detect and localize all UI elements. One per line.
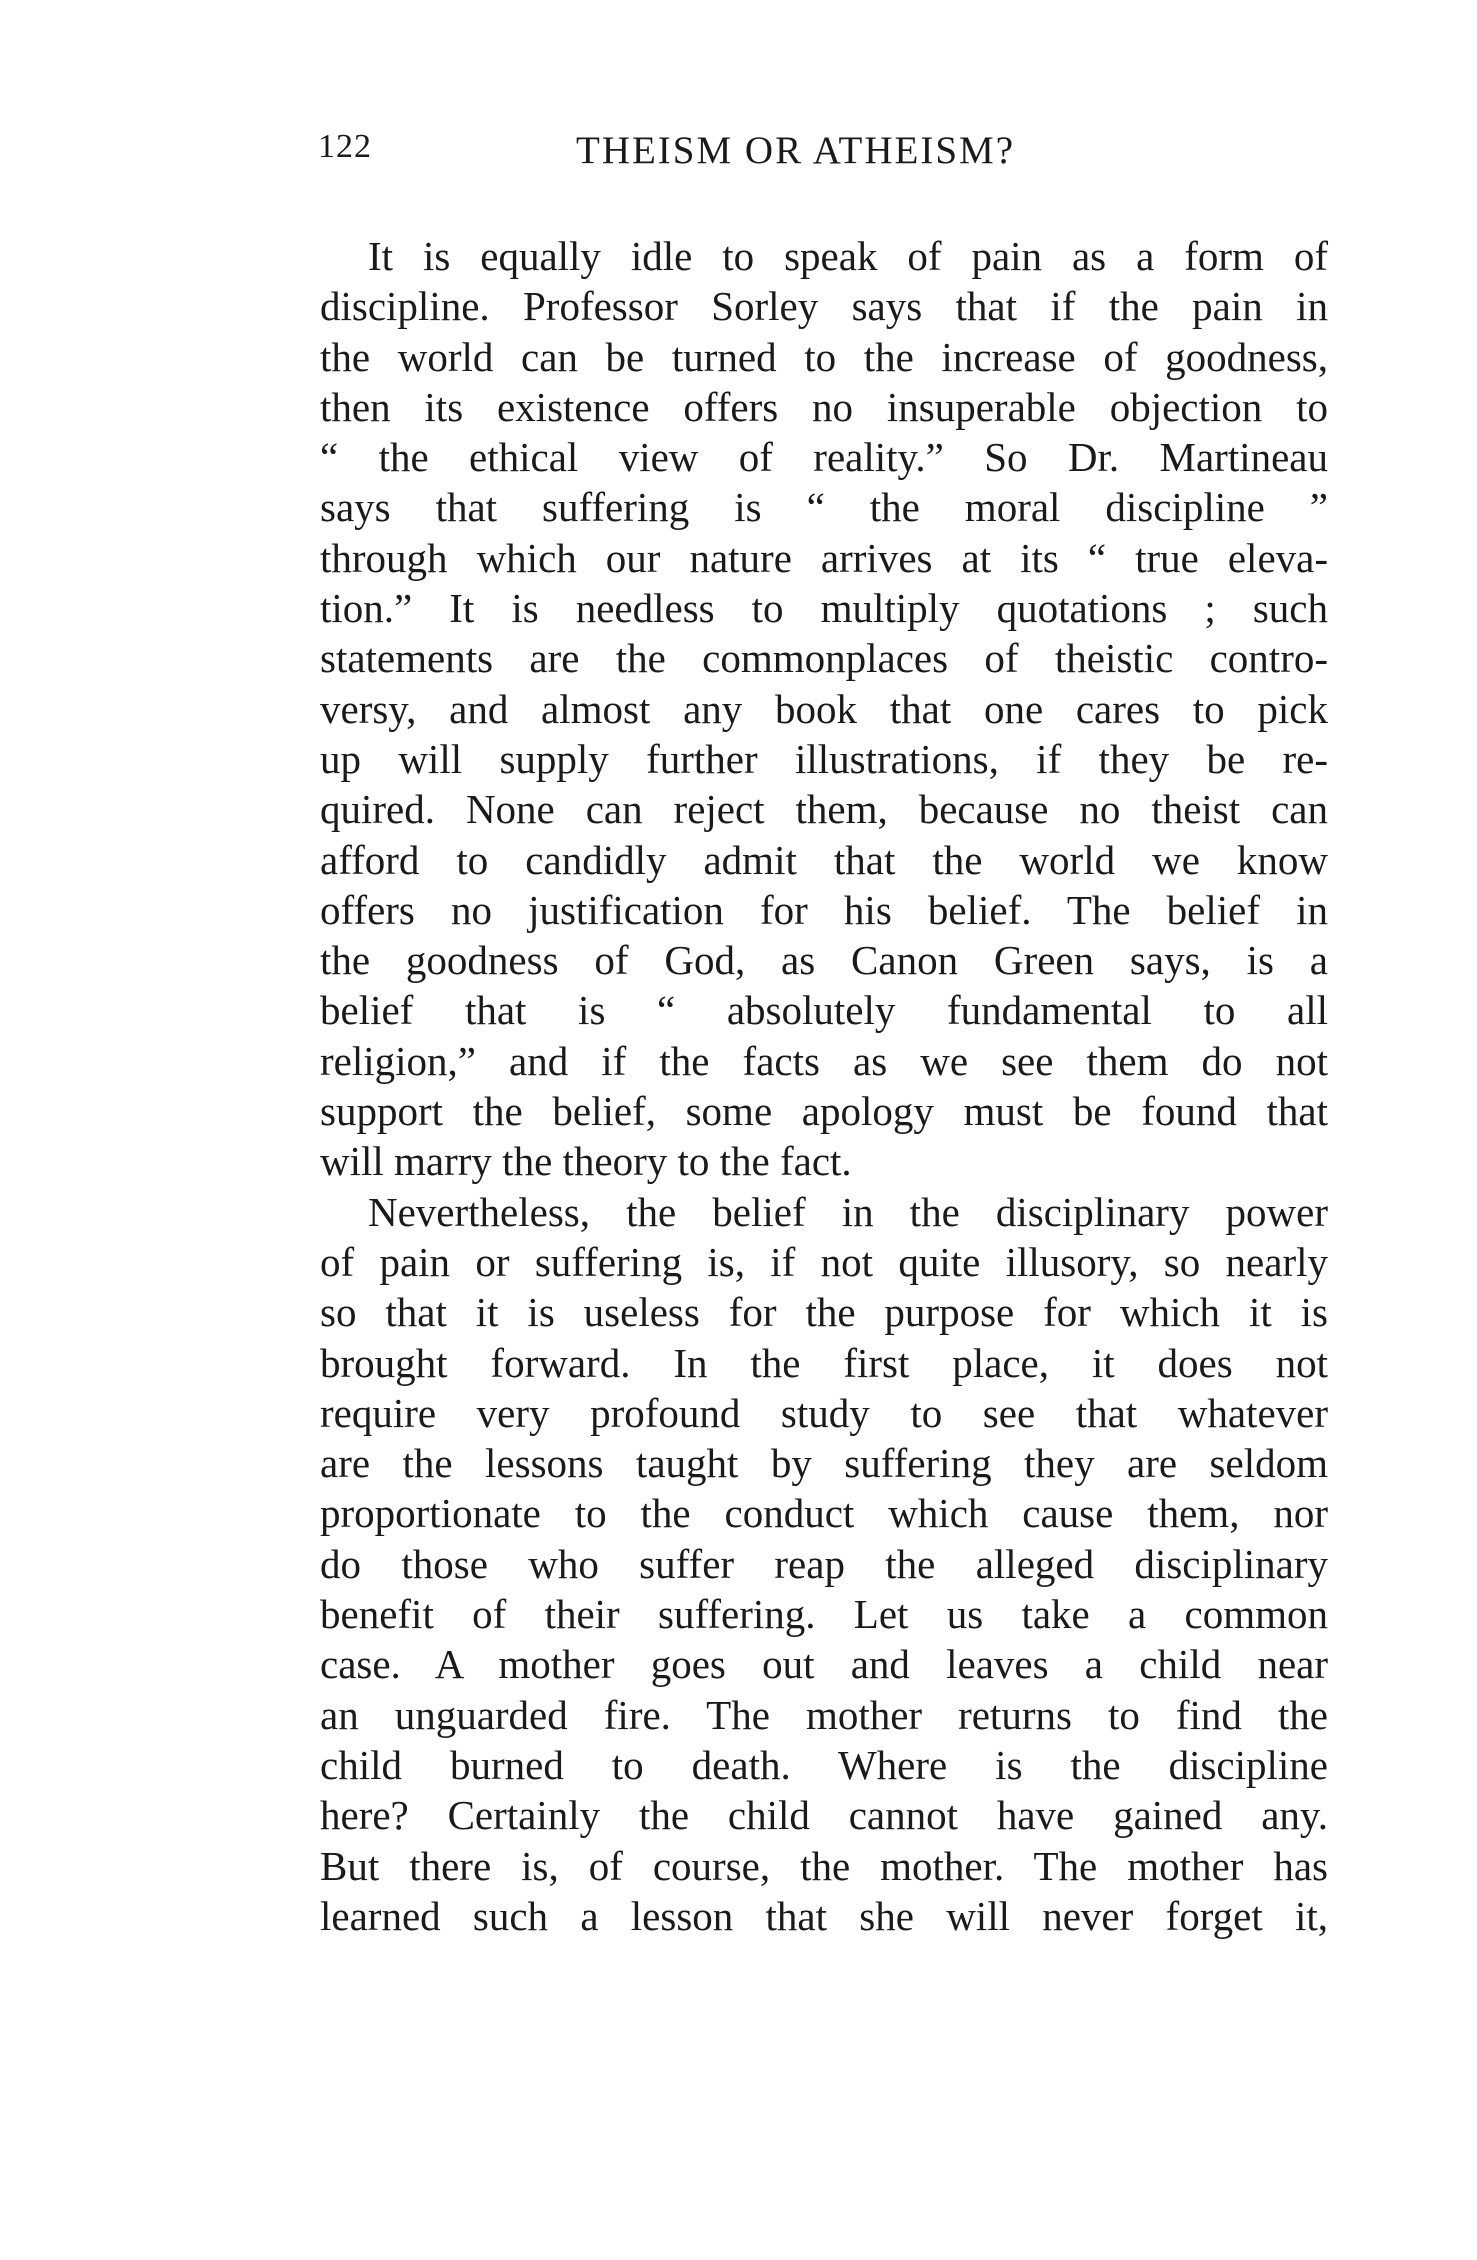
text-line: do those who suffer reap the alleged disciplinary <box>320 1540 1328 1587</box>
text-line: proportionate to the conduct which cause them, nor <box>320 1490 1328 1537</box>
text-line: benefit of their suffering. Let us take a common <box>320 1591 1328 1638</box>
paragraph-1 <box>320 231 1328 1187</box>
text-line: child burned to death. Where is the discipline <box>320 1741 1328 1788</box>
text-line: statements are the commonplaces of theistic contro- <box>320 635 1328 682</box>
text-line: religion,” and if the facts as we see them do not <box>320 1037 1328 1084</box>
text-line: afford to candidly admit that the world we know <box>320 836 1328 883</box>
page-number: 122 <box>318 128 372 165</box>
text-line: are the lessons taught by suffering they are seldom <box>320 1440 1328 1487</box>
text-line: It is equally idle to speak of pain as a form of <box>368 233 1328 279</box>
text-line: versy, and almost any book that one cares to pick <box>320 685 1328 732</box>
text-line: then its existence offers no insuperable objection to <box>320 383 1328 430</box>
text-line: here? Certainly the child cannot have gained any. <box>320 1792 1328 1839</box>
paragraph-2 <box>320 1187 1328 1941</box>
text-line: But there is, of course, the mother. The mother has <box>320 1842 1328 1889</box>
running-title: THEISM OR ATHEISM? <box>576 129 1016 172</box>
text-line: belief that is “ absolutely fundamental to all <box>320 987 1328 1034</box>
text-line: up will supply further illustrations, if they be re- <box>320 735 1328 782</box>
text-line: case. A mother goes out and leaves a child near <box>320 1641 1328 1688</box>
text-line: require very profound study to see that whatever <box>320 1389 1328 1436</box>
text-line: through which our nature arrives at its “ true eleva- <box>320 534 1328 581</box>
text-line: discipline. Professor Sorley says that if the pain in <box>320 283 1328 330</box>
running-head <box>318 128 1328 178</box>
text-line: offers no justification for his belief. The belief in <box>320 886 1328 933</box>
text-line: learned such a lesson that she will never forget it, <box>320 1892 1328 1939</box>
text-line: support the belief, some apology must be found that <box>320 1088 1328 1135</box>
body-text <box>320 231 1328 1941</box>
text-line: so that it is useless for the purpose for which it is <box>320 1289 1328 1336</box>
text-line: will marry the theory to the fact. <box>320 1138 852 1185</box>
text-line: Nevertheless, the belief in the disciplinary power <box>368 1188 1328 1235</box>
text-line: says that suffering is “ the moral discipline ” <box>320 484 1328 531</box>
text-line: “ the ethical view of reality.” So Dr. Martineau <box>320 434 1328 481</box>
text-line: brought forward. In the first place, it does not <box>320 1339 1328 1386</box>
text-line: quired. None can reject them, because no theist can <box>320 786 1328 833</box>
text-line: of pain or suffering is, if not quite illusory, so nearly <box>320 1238 1328 1285</box>
text-line: tion.” It is needless to multiply quotations ; such <box>320 585 1328 632</box>
text-line: an unguarded fire. The mother returns to find the <box>320 1691 1328 1738</box>
text-line: the world can be turned to the increase of goodness, <box>320 333 1328 380</box>
text-line: the goodness of God, as Canon Green says, is a <box>320 937 1328 984</box>
